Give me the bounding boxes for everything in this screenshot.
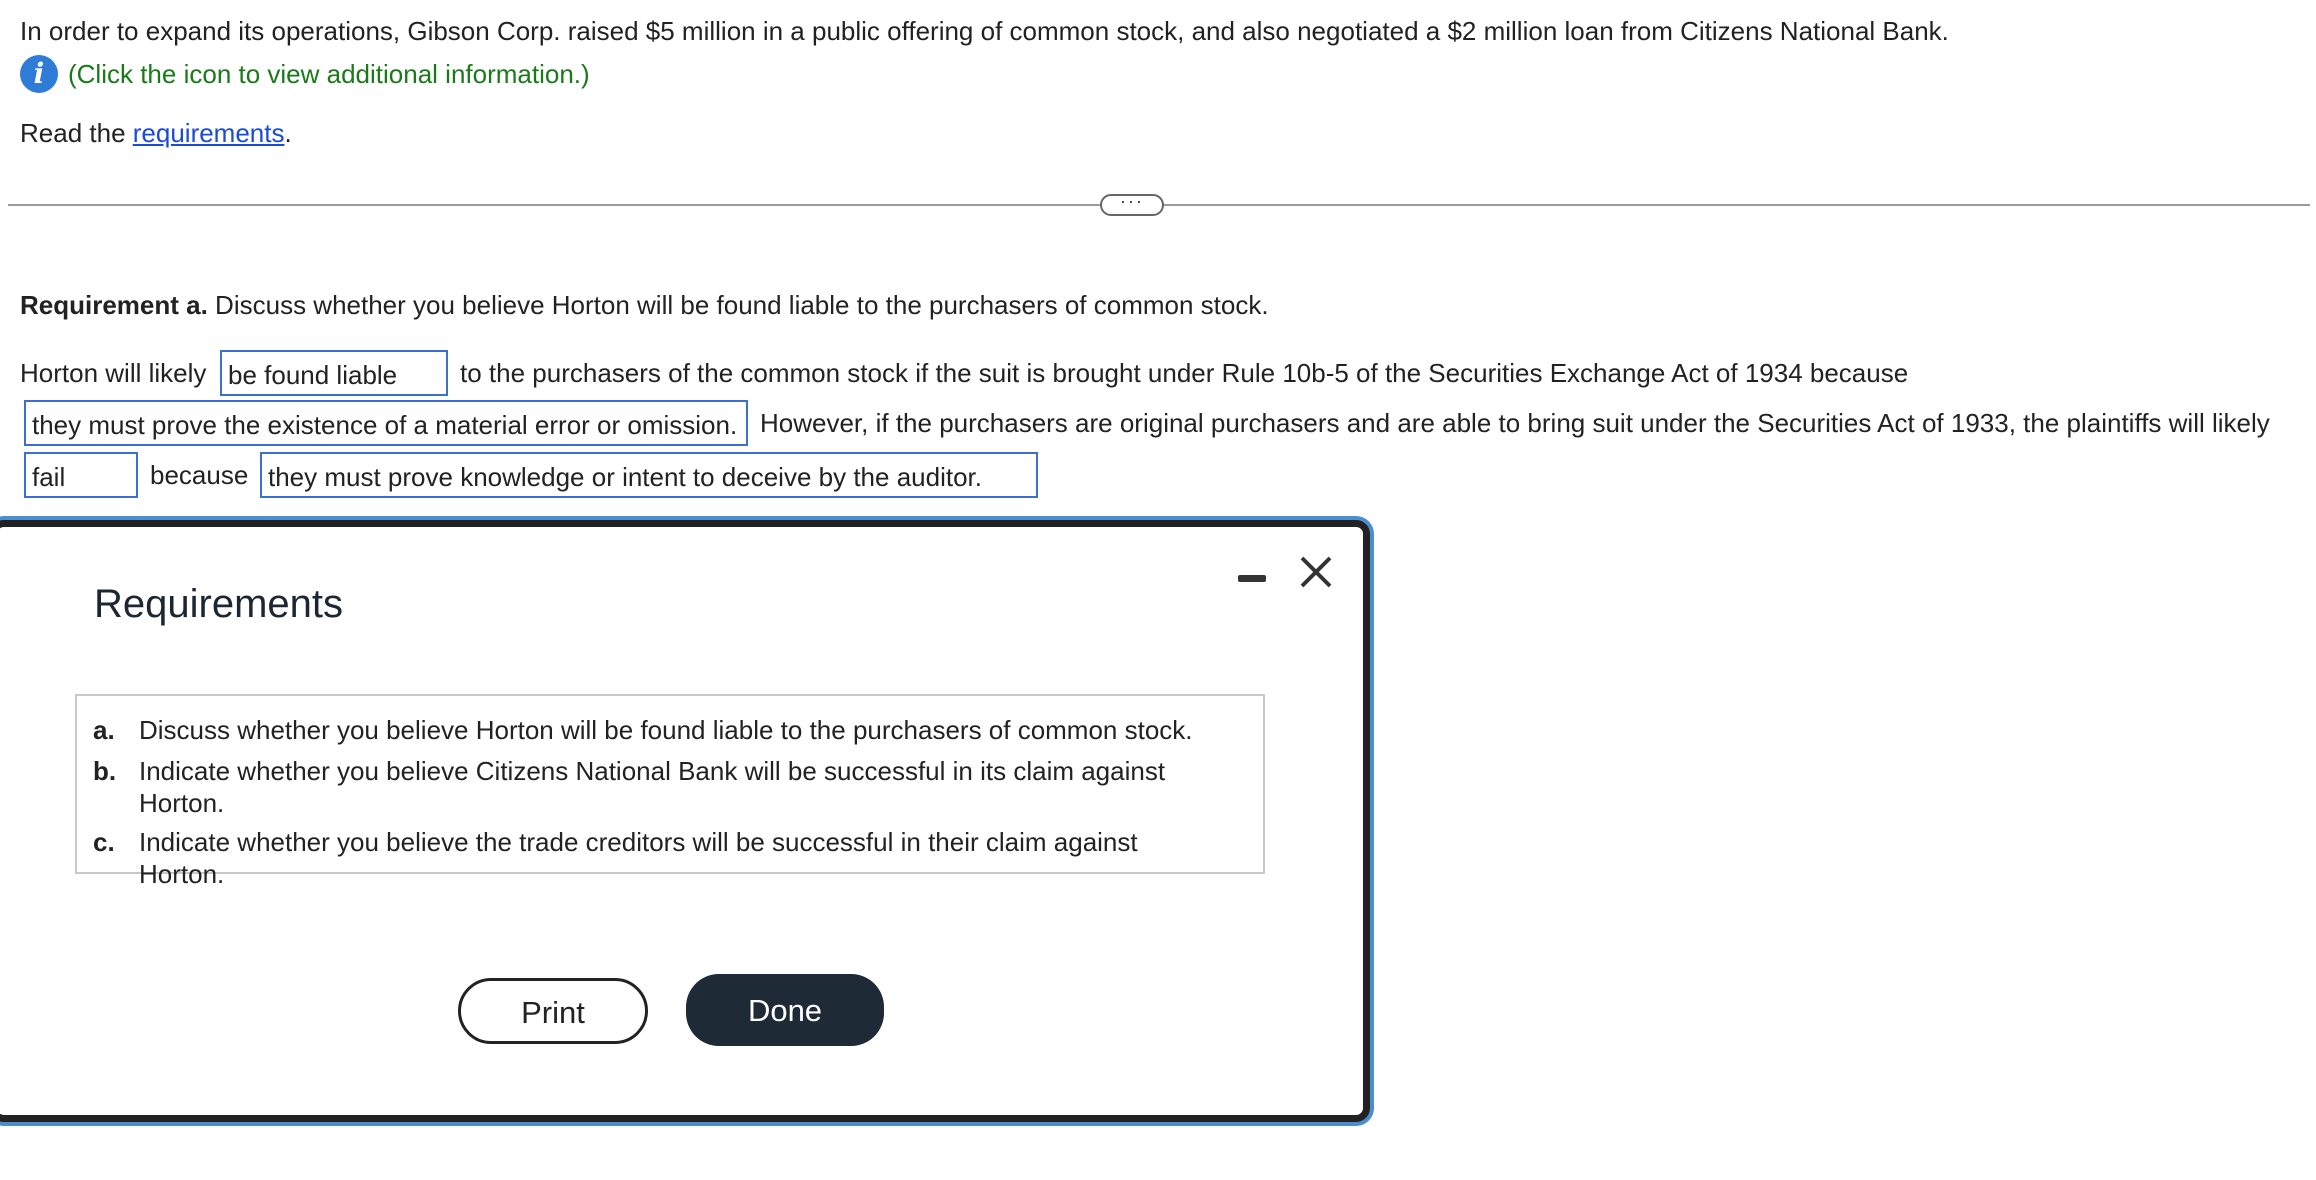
answer-dropdown-3[interactable]: fail bbox=[24, 452, 138, 498]
minimize-icon[interactable] bbox=[1238, 575, 1266, 582]
info-row bbox=[20, 54, 590, 94]
read-suffix: . bbox=[284, 118, 292, 148]
modal-title: Requirements bbox=[94, 582, 344, 626]
expand-toggle-button[interactable]: ··· bbox=[1100, 194, 1164, 216]
read-requirements-line bbox=[20, 116, 292, 150]
requirements-link[interactable]: requirements bbox=[132, 118, 285, 148]
answer-line1-suffix: to the purchasers of the common stock if the suit is brought under Rule 10b-5 of the Securities Exchange Act of 1934 because bbox=[460, 358, 1909, 388]
list-item-text: Discuss whether you believe Horton will be found liable to the purchasers of common stock. bbox=[139, 715, 1193, 745]
answer-dropdown-4[interactable]: they must prove knowledge or intent to deceive by the auditor. bbox=[260, 452, 1038, 498]
print-button[interactable]: Print bbox=[458, 978, 648, 1044]
problem-intro: In order to expand its operations, Gibson Corp. raised $5 million in a public offering of common stock, and also negotiated a $2 million loan from Citizens National Bank. bbox=[20, 16, 1949, 46]
answer-line3-middle: because bbox=[150, 460, 249, 490]
info-icon[interactable]: i bbox=[20, 55, 58, 93]
list-item-label: b. bbox=[93, 756, 117, 786]
requirement-a-text: Discuss whether you believe Horton will be found liable to the purchasers of common stock. bbox=[207, 290, 1269, 320]
info-text: (Click the icon to view additional information.) bbox=[68, 58, 590, 89]
read-prefix: Read the bbox=[20, 118, 133, 148]
requirement-a-heading bbox=[20, 288, 1269, 322]
list-item-text: Indicate whether you believe the trade creditors will be successful in their claim against Horton. bbox=[139, 827, 1138, 889]
done-button[interactable]: Done bbox=[686, 974, 884, 1046]
answer-line2-suffix: However, if the purchasers are original purchasers and are able to bring suit under the Securities Act of 1933, the plaintiffs will likely bbox=[760, 408, 2270, 438]
requirements-list bbox=[75, 694, 1265, 889]
answer-dropdown-2[interactable]: they must prove the existence of a material error or omission. bbox=[24, 400, 748, 446]
requirement-a-label: Requirement a. bbox=[20, 290, 208, 320]
list-item-label: c. bbox=[93, 827, 115, 857]
list-item-label: a. bbox=[93, 715, 115, 745]
close-icon[interactable] bbox=[1296, 552, 1336, 592]
answer-line1-prefix: Horton will likely bbox=[20, 358, 207, 388]
answer-dropdown-1[interactable]: be found liable bbox=[220, 350, 448, 396]
list-item-text: Indicate whether you believe Citizens National Bank will be successful in its claim against Horton. bbox=[139, 756, 1166, 818]
